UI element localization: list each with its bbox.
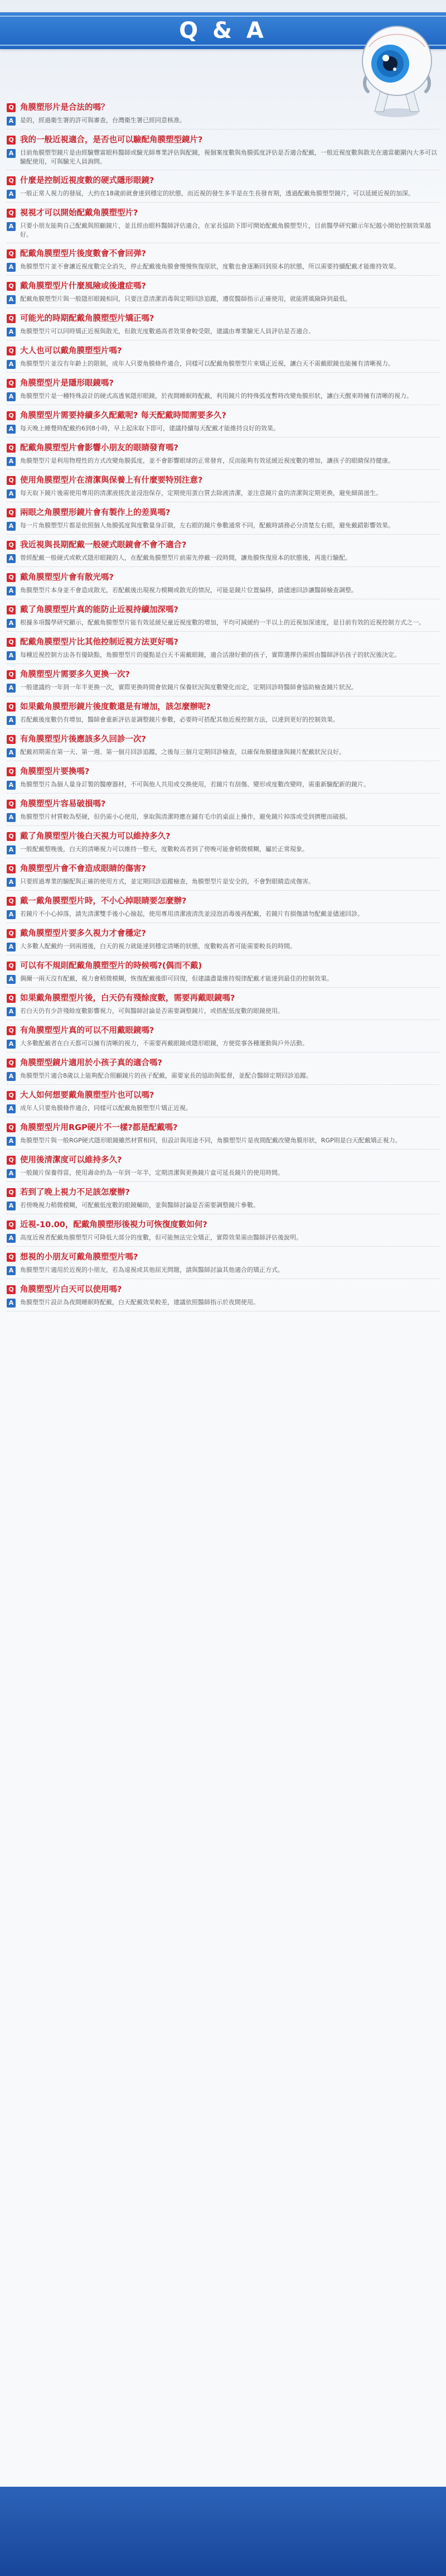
answer-text: 大多數配戴者在白天都可以擁有清晰的視力，不需要再戴眼鏡或隱形眼鏡，方便從事各種運動與戶外活動。 xyxy=(20,1040,308,1047)
answer-text: 若配戴後度數仍有增加，醫師會重新評估並調整鏡片參數，必要時可搭配其他近視控制方法，以達到更好的控制效果。 xyxy=(20,716,339,723)
header xyxy=(0,0,446,73)
answer-badge: A xyxy=(7,587,16,595)
faq-question[interactable] xyxy=(7,635,439,650)
question-badge: Q xyxy=(7,767,16,776)
faq-question[interactable] xyxy=(7,1185,439,1200)
answer-text: 偶爾一兩天沒有配戴，視力會稍微模糊，恢復配戴後即可回復，但建議盡量維持規律配戴才能達到最佳的控制效果。 xyxy=(20,975,333,982)
faq-item xyxy=(7,894,439,923)
faq-question[interactable] xyxy=(7,133,439,147)
question-badge: Q xyxy=(7,314,16,323)
faq-answer xyxy=(7,1070,439,1081)
faq-answer xyxy=(7,1006,439,1016)
faq-question[interactable] xyxy=(7,506,439,520)
faq-question[interactable] xyxy=(7,344,439,358)
answer-badge: A xyxy=(7,684,16,693)
answer-badge: A xyxy=(7,1299,16,1308)
faq-question[interactable] xyxy=(7,570,439,585)
faq-answer xyxy=(7,714,439,725)
question-text: 我的一般近視適合，是否也可以驗配角膜塑型鏡片? xyxy=(20,136,203,145)
faq-item xyxy=(7,829,439,858)
faq-answer xyxy=(7,220,439,239)
question-badge: Q xyxy=(7,962,16,970)
answer-text: 一般鏡片保養得當，使用壽命約為一年到一年半，定期清潔與更換鏡片盒可延長鏡片的使用時間。 xyxy=(20,1169,284,1176)
question-badge: Q xyxy=(7,136,16,145)
question-text: 近視-10.00，配戴角膜塑形後視力可恢復度數如何? xyxy=(20,1220,207,1229)
answer-text: 角膜塑型片材質較為堅硬，但仍需小心使用，拿取與清潔時應在鋪有毛巾的桌面上操作，避免鏡片掉落或受到擠壓而破損。 xyxy=(20,813,351,820)
faq-item xyxy=(7,797,439,826)
question-badge: Q xyxy=(7,541,16,550)
faq-question[interactable] xyxy=(7,441,439,455)
answer-badge: A xyxy=(7,328,16,337)
question-badge: Q xyxy=(7,864,16,873)
question-badge: Q xyxy=(7,605,16,614)
answer-badge: A xyxy=(7,1137,16,1146)
question-text: 角膜塑型片用RGP硬片不一樣?都是配戴嗎? xyxy=(20,1123,178,1132)
faq-item xyxy=(7,959,439,988)
answer-badge: A xyxy=(7,716,16,725)
question-badge: Q xyxy=(7,476,16,485)
faq-answer xyxy=(7,294,439,304)
faq-answer xyxy=(7,391,439,401)
answer-text: 一般正常人視力的發展，大約在18歲前就會達到穩定的狀態，而近視的發生多半是在生長發育期，透過配戴角膜塑型鏡片，可以延緩近視的加深。 xyxy=(20,190,414,197)
faq-item xyxy=(7,765,439,794)
answer-badge: A xyxy=(7,781,16,790)
answer-text: 角膜塑型片並不會讓近視度數完全消失，停止配戴後角膜會慢慢恢復原狀，度數也會逐漸回到原本的狀態，所以需要持續配戴才能維持效果。 xyxy=(20,263,400,270)
answer-badge: A xyxy=(7,1234,16,1243)
faq-answer xyxy=(7,326,439,337)
question-text: 如果戴角膜塑型片後，白天仍有殘餘度數，需要再戴眼鏡嗎? xyxy=(20,994,235,1003)
question-badge: Q xyxy=(7,508,16,517)
answer-badge: A xyxy=(7,360,16,369)
answer-badge: A xyxy=(7,149,16,158)
answer-badge: A xyxy=(7,845,16,854)
faq-item xyxy=(7,667,439,696)
answer-badge: A xyxy=(7,813,16,822)
faq-answer xyxy=(7,811,439,822)
faq-item xyxy=(7,133,439,170)
faq-answer xyxy=(7,488,439,498)
question-badge: Q xyxy=(7,1091,16,1100)
faq-question[interactable] xyxy=(7,829,439,844)
faq-item xyxy=(7,473,439,502)
question-text: 戴角膜塑型片要多久視力才會穩定? xyxy=(20,929,146,938)
answer-badge: A xyxy=(7,619,16,628)
faq-question[interactable] xyxy=(7,926,439,941)
faq-item xyxy=(7,206,439,243)
answer-text: 角膜塑型片是利用物理性的方式改變角膜弧度，並不會影響眼球的正常發育，反而能夠有效延緩近視度數的增加，讓孩子的眼睛保持健康。 xyxy=(20,457,394,464)
answer-text: 是的，經過衛生署的許可與審查，台灣衛生署已經同意核准。 xyxy=(20,117,186,124)
faq-item xyxy=(7,1153,439,1182)
faq-question[interactable] xyxy=(7,206,439,220)
faq-question[interactable] xyxy=(7,538,439,552)
answer-text: 每天取下鏡片後需使用專用的清潔液搓洗並浸泡保存，定期使用蛋白質去除液清潔，並注意鏡片盒的清潔與定期更換，避免細菌滋生。 xyxy=(20,489,382,497)
faq-answer xyxy=(7,552,439,563)
answer-badge: A xyxy=(7,117,16,126)
answer-text: 成年人只要角膜條件適合，同樣可以配戴角膜塑型片矯正近視。 xyxy=(20,1104,192,1112)
answer-badge: A xyxy=(7,190,16,199)
question-badge: Q xyxy=(7,444,16,453)
faq-answer xyxy=(7,1135,439,1146)
question-text: 角膜塑型片白天可以使用嗎? xyxy=(20,1285,122,1294)
answer-badge: A xyxy=(7,943,16,951)
faq-question[interactable] xyxy=(7,1121,439,1135)
faq-item xyxy=(7,603,439,632)
faq-answer xyxy=(7,941,439,951)
answer-text: 只要小朋友能夠自己配戴與照顧鏡片，並且經由眼科醫師評估適合，在家長協助下即可開始配戴角膜塑型片，目前醫學研究顯示年紀越小開始控制效果越好。 xyxy=(20,222,431,238)
faq-question[interactable] xyxy=(7,1250,439,1265)
question-text: 角膜塑型片需要持續多久配戴呢? 每天配戴時間需要多久? xyxy=(20,411,226,420)
faq-answer xyxy=(7,650,439,660)
question-badge: Q xyxy=(7,1156,16,1165)
answer-badge: A xyxy=(7,1072,16,1081)
faq-item xyxy=(7,1023,439,1052)
faq-question[interactable] xyxy=(7,1056,439,1070)
faq-question[interactable] xyxy=(7,279,439,294)
answer-text: 若鏡片不小心掉落，請先清潔雙手後小心撿起，使用專用清潔液清洗並浸泡消毒後再配戴，若鏡片有損傷請勿配戴並儘速回診。 xyxy=(20,910,363,917)
answer-text: 曾經配戴一般硬式或軟式隱形眼鏡的人，在配戴角膜塑型片前需先停戴一段時間，讓角膜恢復原本的狀態後，再進行驗配。 xyxy=(20,554,351,561)
answer-text: 一般配戴整晚後，白天的清晰視力可以維持一整天，度數較高者到了傍晚可能會稍微模糊，屬於正常現象。 xyxy=(20,845,308,853)
question-text: 角膜塑型片要換嗎? xyxy=(20,767,90,776)
faq-item xyxy=(7,100,439,129)
answer-text: 角膜塑型片可以同時矯正近視與散光，但散光度數過高者效果會較受限，建議由專業驗光人員評估是否適合。 xyxy=(20,328,314,335)
answer-badge: A xyxy=(7,1040,16,1049)
answer-text: 角膜塑型片並沒有年齡上的限制，成年人只要角膜條件適合，同樣可以配戴角膜塑型片來矯正近視，讓白天不需戴眼鏡也能擁有清晰視力。 xyxy=(20,360,394,367)
answer-text: 一般建議約一年到一年半更換一次，實際更換時間會依鏡片保養狀況與度數變化而定，定期回診時醫師會協助檢查鏡片狀況。 xyxy=(20,684,357,691)
answer-badge: A xyxy=(7,1202,16,1210)
faq-answer xyxy=(7,147,439,166)
question-badge: Q xyxy=(7,1026,16,1035)
faq-answer xyxy=(7,1232,439,1243)
question-text: 想視的小朋友可戴角膜塑型片嗎? xyxy=(20,1253,138,1262)
answer-text: 每天晚上睡覺時配戴約6到8小時，早上起床取下即可，建議持續每天配戴才能維持良好的效果。 xyxy=(20,425,279,432)
question-badge: Q xyxy=(7,176,16,185)
question-badge: Q xyxy=(7,1188,16,1197)
answer-text: 大多數人配戴約一到兩週後，白天的視力就能達到穩定清晰的狀態，度數較高者可能需要較長的時間。 xyxy=(20,943,296,950)
faq-answer xyxy=(7,1200,439,1210)
answer-badge: A xyxy=(7,457,16,466)
question-badge: Q xyxy=(7,832,16,841)
answer-badge: A xyxy=(7,748,16,757)
question-badge: Q xyxy=(7,347,16,355)
faq-answer xyxy=(7,844,439,854)
faq-question[interactable] xyxy=(7,1023,439,1038)
faq-answer xyxy=(7,1297,439,1308)
answer-badge: A xyxy=(7,392,16,401)
faq-question[interactable] xyxy=(7,603,439,617)
answer-badge: A xyxy=(7,1266,16,1275)
answer-text: 角膜塑型片設計為夜間睡眠時配戴，白天配戴效果較差，建議依照醫師指示於夜間使用。 xyxy=(20,1299,259,1306)
answer-text: 角膜塑型片適用於近視的小朋友，若為遠視或其他屈光問題，請與醫師討論其他適合的矯正方式。 xyxy=(20,1266,284,1273)
faq-question[interactable] xyxy=(7,408,439,423)
question-text: 視視才可以開始配戴角膜塑型片? xyxy=(20,209,138,218)
faq-answer xyxy=(7,682,439,693)
answer-text: 高度近視者配戴角膜塑型片可降低大部分的度數，但可能無法完全矯正，實際效果需由醫師評估後說明。 xyxy=(20,1234,302,1241)
question-text: 使用角膜塑型片在清潔與保養上有什麼要特別注意? xyxy=(20,476,203,485)
answer-badge: A xyxy=(7,910,16,919)
answer-badge: A xyxy=(7,222,16,231)
faq-question[interactable] xyxy=(7,862,439,876)
question-text: 我近視與長期配戴一般硬式眼鏡會不會不適合? xyxy=(20,541,187,550)
question-text: 戴一戴角膜塑型片時，不小心掉眼睛要怎麼辦? xyxy=(20,897,187,906)
faq-question[interactable] xyxy=(7,247,439,261)
faq-item xyxy=(7,538,439,567)
answer-badge: A xyxy=(7,554,16,563)
faq-item xyxy=(7,991,439,1020)
question-text: 角膜塑型鏡片適用於小孩子真的適合嗎? xyxy=(20,1059,162,1068)
answer-badge: A xyxy=(7,1169,16,1178)
answer-badge: A xyxy=(7,489,16,498)
page-title: Q & A xyxy=(179,18,267,44)
question-badge: Q xyxy=(7,1059,16,1068)
answer-text: 每一片角膜塑型片都是依照個人角膜弧度與度數量身訂做，左右眼的鏡片參數通常不同，配戴時請務必分清楚左右眼，避免戴錯影響效果。 xyxy=(20,522,394,529)
faq-question[interactable] xyxy=(7,311,439,326)
question-text: 角膜塑形片是合法的嗎？ xyxy=(20,103,109,112)
faq-item xyxy=(7,862,439,891)
question-badge: Q xyxy=(7,1220,16,1229)
question-badge: Q xyxy=(7,735,16,744)
question-text: 使用後清潔度可以維持多久? xyxy=(20,1156,122,1165)
faq-item xyxy=(7,408,439,438)
faq-item xyxy=(7,926,439,955)
question-text: 角膜塑型片容易破損嗎? xyxy=(20,800,106,809)
question-badge: Q xyxy=(7,1285,16,1294)
faq-answer xyxy=(7,1103,439,1113)
question-text: 有角膜塑型片真的可以不用戴眼鏡嗎? xyxy=(20,1026,154,1035)
question-text: 什麼是控制近視度數的硬式隱形眼鏡? xyxy=(20,176,154,185)
faq-item xyxy=(7,247,439,276)
question-text: 配戴角膜塑型片比其他控制近視方法更好嗎? xyxy=(20,638,178,647)
faq-question[interactable] xyxy=(7,473,439,488)
question-text: 戴角膜塑型片什麼風險或後遺症嗎? xyxy=(20,282,146,291)
question-badge: Q xyxy=(7,379,16,388)
faq-question[interactable] xyxy=(7,732,439,747)
question-text: 角膜塑型片是隱形眼鏡嗎? xyxy=(20,379,114,388)
faq-question[interactable] xyxy=(7,894,439,909)
question-text: 如果戴角膜塑形鏡片後度數還是有增加，該怎麼辦呢? xyxy=(20,703,211,712)
question-text: 戴角膜塑型片會有散光嗎? xyxy=(20,573,114,582)
faq-item xyxy=(7,506,439,535)
answer-text: 若白天仍有少許殘餘度數影響視力，可與醫師討論是否需要調整鏡片，或搭配低度數的眼鏡使用。 xyxy=(20,1007,284,1015)
faq-item xyxy=(7,376,439,405)
faq-answer xyxy=(7,261,439,272)
faq-question[interactable] xyxy=(7,991,439,1006)
faq-answer xyxy=(7,779,439,790)
faq-answer xyxy=(7,188,439,199)
question-badge: Q xyxy=(7,573,16,582)
answer-text: 配戴角膜塑型片與一般隱形眼鏡相同，只要注意清潔消毒與定期回診追蹤，遵從醫師指示正確使用，就能將風險降到最低。 xyxy=(20,295,351,302)
faq-item xyxy=(7,1088,439,1117)
answer-badge: A xyxy=(7,1104,16,1113)
faq-item xyxy=(7,700,439,729)
question-text: 配戴角膜塑型片會影響小朋友的眼睛發育嗎? xyxy=(20,444,178,453)
faq-answer xyxy=(7,1167,439,1178)
answer-text: 角膜塑型片為個人量身訂製的醫療器材，不可與他人共用或交換使用，若鏡片有刮傷、變形或度數改變時，需重新驗配新的鏡片。 xyxy=(20,781,370,788)
question-text: 角膜塑型片需要多久更換一次? xyxy=(20,670,130,679)
faq-item xyxy=(7,174,439,203)
faq-question[interactable] xyxy=(7,174,439,188)
question-badge: Q xyxy=(7,800,16,809)
question-badge: Q xyxy=(7,897,16,906)
question-text: 角膜塑型片會不會造成眼睛的傷害? xyxy=(20,864,146,873)
faq-answer xyxy=(7,747,439,757)
question-text: 戴了角膜塑型片真的能防止近視持續加深嗎? xyxy=(20,605,178,614)
faq-answer xyxy=(7,423,439,434)
question-badge: Q xyxy=(7,249,16,258)
question-text: 可以有不規則配戴角膜塑型片的時候嗎?(偶而不戴) xyxy=(20,962,202,970)
answer-badge: A xyxy=(7,878,16,887)
faq-item xyxy=(7,732,439,761)
faq-answer xyxy=(7,1265,439,1275)
faq-question[interactable] xyxy=(7,100,439,115)
faq-answer xyxy=(7,617,439,628)
faq-item xyxy=(7,1282,439,1311)
faq-question[interactable] xyxy=(7,667,439,682)
answer-badge: A xyxy=(7,651,16,660)
question-text: 有角膜塑型片後應該多久回診一次? xyxy=(20,735,146,744)
answer-badge: A xyxy=(7,263,16,272)
question-text: 可能光的時期配戴角膜塑型片矯正嗎? xyxy=(20,314,154,323)
faq-question[interactable] xyxy=(7,1218,439,1232)
question-text: 兩眼之角膜塑形鏡片會有製作上的差異嗎? xyxy=(20,508,171,517)
faq-item xyxy=(7,279,439,308)
faq-question[interactable] xyxy=(7,959,439,973)
faq-answer xyxy=(7,115,439,126)
faq-question[interactable] xyxy=(7,797,439,811)
faq-question[interactable] xyxy=(7,1088,439,1103)
question-text: 若到了晚上視力不足該怎麼辦? xyxy=(20,1188,130,1197)
faq-item xyxy=(7,570,439,599)
faq-answer xyxy=(7,973,439,984)
answer-badge: A xyxy=(7,975,16,984)
faq-item xyxy=(7,441,439,470)
faq-question[interactable] xyxy=(7,376,439,391)
answer-text: 配戴初期需在第一天、第一週、第一個月回診追蹤，之後每三個月定期回診檢查，以確保角膜健康與鏡片配戴狀況良好。 xyxy=(20,748,345,756)
question-text: 戴了角膜塑型片後白天視力可以維持多久? xyxy=(20,832,171,841)
faq-answer xyxy=(7,358,439,369)
answer-badge: A xyxy=(7,295,16,304)
question-badge: Q xyxy=(7,929,16,938)
question-badge: Q xyxy=(7,994,16,1003)
faq-question[interactable] xyxy=(7,1153,439,1167)
question-badge: Q xyxy=(7,1123,16,1132)
question-badge: Q xyxy=(7,282,16,291)
question-text: 大人如何想要戴角膜塑型片也可以嗎? xyxy=(20,1091,154,1100)
answer-badge: A xyxy=(7,522,16,531)
answer-text: 每種近視控制方法各有優缺點，角膜塑型片的優點是白天不需戴眼鏡，適合活潑好動的孩子，實際選擇仍需經由醫師評估孩子的狀況後決定。 xyxy=(20,651,400,659)
answer-badge: A xyxy=(7,1007,16,1016)
answer-text: 根據多項醫學研究顯示，配戴角膜塑型片能有效延緩兒童近視度數的增加，平均可減緩約一半以上的近視加深速度，是目前有效的近視控制方式之一。 xyxy=(20,619,425,626)
faq-list xyxy=(7,100,439,1315)
faq-answer xyxy=(7,520,439,531)
faq-answer xyxy=(7,876,439,887)
answer-text: 角膜塑型片適合8歲以上能夠配合照顧鏡片的孩子配戴，需要家長的協助與監督，並配合醫師定期回診追蹤。 xyxy=(20,1072,312,1079)
faq-item xyxy=(7,1218,439,1247)
answer-text: 只要經過專業的驗配與正確的使用方式，並定期回診追蹤檢查，角膜塑型片是安全的，不會對眼睛造成傷害。 xyxy=(20,878,314,885)
question-text: 配戴角膜塑型片後度數會不會回弹? xyxy=(20,249,146,258)
faq-item xyxy=(7,1121,439,1150)
faq-answer xyxy=(7,585,439,595)
faq-item xyxy=(7,635,439,664)
faq-answer xyxy=(7,909,439,919)
answer-text: 角膜塑型片是一種特殊設計的硬式高透氧隱形眼鏡，於夜間睡眠時配戴，利用鏡片的特殊弧度暫時改變角膜形狀，讓白天醒來時擁有清晰的視力。 xyxy=(20,392,413,400)
question-badge: Q xyxy=(7,638,16,647)
faq-item xyxy=(7,1185,439,1214)
faq-question[interactable] xyxy=(7,1282,439,1297)
question-badge: Q xyxy=(7,103,16,112)
footer-band xyxy=(0,2487,446,2576)
question-badge: Q xyxy=(7,411,16,420)
faq-answer xyxy=(7,1038,439,1049)
answer-text: 角膜塑型片本身並不會造成散光，若配戴後出現視力模糊或散光的情況，可能是鏡片位置偏移，請儘速回診讓醫師檢查調整。 xyxy=(20,587,357,594)
question-text: 大人也可以戴角膜塑型片嗎? xyxy=(20,347,122,355)
faq-item xyxy=(7,311,439,340)
answer-text: 若傍晚視力稍微模糊，可配戴低度數的眼鏡輔助，並與醫師討論是否需要調整鏡片參數。 xyxy=(20,1202,259,1209)
faq-question[interactable] xyxy=(7,765,439,779)
answer-badge: A xyxy=(7,425,16,434)
question-badge: Q xyxy=(7,1253,16,1262)
answer-text: 角膜塑型片與一般RGP硬式隱形眼鏡雖然材質相同，但設計與用途不同，角膜塑型片是夜間配戴改變角膜形狀，RGP則是白天配戴矯正視力。 xyxy=(20,1137,401,1144)
faq-question[interactable] xyxy=(7,700,439,714)
faq-answer xyxy=(7,455,439,466)
faq-item xyxy=(7,1250,439,1279)
faq-item xyxy=(7,344,439,373)
question-badge: Q xyxy=(7,209,16,218)
question-badge: Q xyxy=(7,703,16,712)
answer-text: 目前角膜塑型鏡片是由經驗豐富眼科醫師或驗光師專業評估與配鏡，視個案度數與角膜弧度評估是否適合配戴，一般近視度數與散光在適當範圍內大多可以驗配使用，可與驗光人員詢問。 xyxy=(20,149,437,165)
question-badge: Q xyxy=(7,670,16,679)
faq-item xyxy=(7,1056,439,1085)
